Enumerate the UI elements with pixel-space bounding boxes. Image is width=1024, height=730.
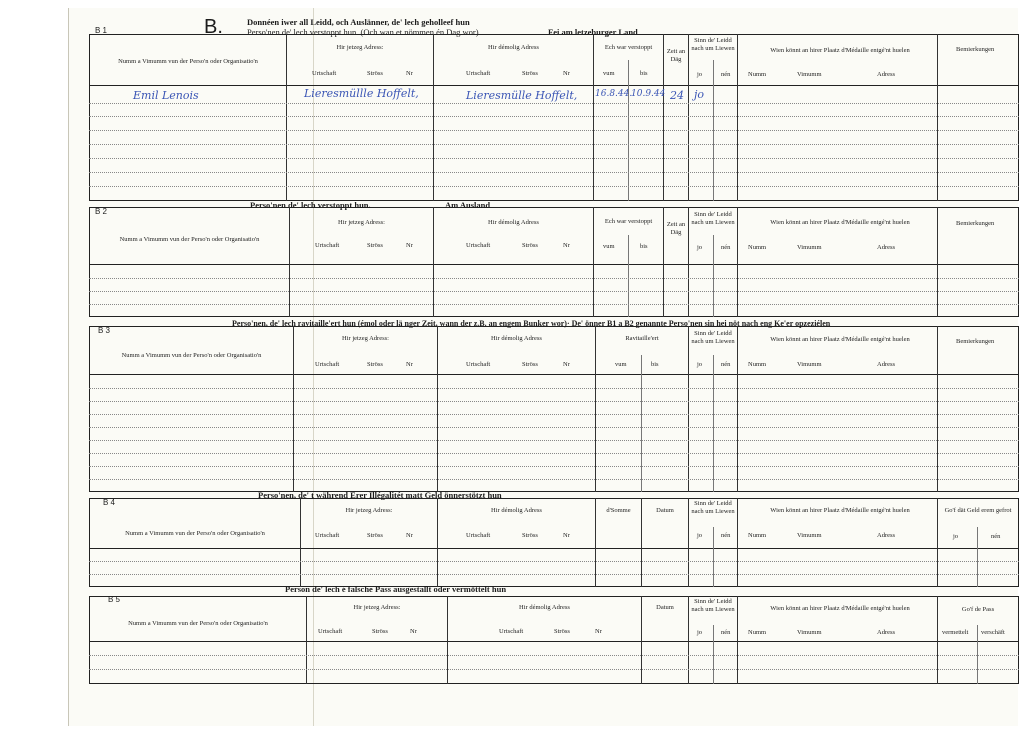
b3-row (89, 479, 1019, 480)
b4-row (89, 561, 1019, 562)
b3-to-header: bis (651, 361, 659, 368)
b3-former-header: Hir démolig Adress (491, 335, 542, 342)
b3-medal-header: Wien könnt an hirer Plaatz d'Médaille entgé'nt huelen (770, 336, 910, 343)
b5-locality-header: Urtschaft (318, 628, 343, 635)
b5-former-number-header: Nr (595, 628, 602, 635)
section-b3 (89, 326, 1019, 492)
b1-medal-address-header: Adress (877, 71, 896, 78)
header-line1: Donnéen iwer all Leidd, och Auslänner, de' lech geholleef hun (247, 17, 470, 27)
b1-entry-to: 10.9.44 (631, 89, 666, 99)
b1-medal-first-header: Vimumm (797, 71, 822, 78)
b1-current-header: Hir jetzeg Adress: (336, 44, 384, 51)
b4-subcol (977, 527, 978, 587)
b2-remarks-header: Bemierkungen (956, 220, 995, 227)
b1-former-street-header: Ströss (522, 70, 538, 77)
b4-former-number-header: Nr (563, 532, 570, 539)
b4-money-no-header: nén (991, 533, 1001, 540)
b3-col (688, 326, 689, 492)
b4-medal-name-header: Numm (748, 532, 767, 539)
b4-name-header: Numm a Vimumm vun der Perso'n oder Organisatio'n (125, 530, 265, 537)
b3-medal-address-header: Adress (877, 361, 896, 368)
b5-medal-first-header: Vimumm (797, 629, 822, 636)
b1-yes-header: jo (697, 71, 703, 78)
b1-former-locality-header: Urtschaft (466, 70, 491, 77)
b3-col (437, 326, 438, 492)
b3-street-header: Ströss (367, 361, 383, 368)
b2-name-header: Numm a Vimumm vun der Perso'n oder Organisatio'n (119, 236, 260, 243)
b1-row (89, 103, 1019, 104)
b2-row (89, 291, 1019, 292)
section-b1-label: B 1 (95, 26, 108, 35)
header-line2: Perso'nen de' lech verstoppt hun. (Och wan et nömmen én Dag wor) (247, 27, 479, 37)
b3-number-header: Nr (406, 361, 413, 368)
section-b2-label: B 2 (95, 207, 108, 216)
b5-row (89, 655, 1019, 656)
b5-alive-header: Sinn de' Leidd nach um Liewen (691, 598, 735, 613)
b4-former-street-header: Ströss (522, 532, 538, 539)
b4-street-header: Ströss (367, 532, 383, 539)
b2-yes-header: jo (697, 244, 703, 251)
b3-medal-name-header: Numm (748, 361, 767, 368)
b5-col (737, 596, 738, 684)
b4-money-yes-header: jo (953, 533, 959, 540)
b2-no-header: nén (721, 244, 731, 251)
b3-medal-first-header: Vimumm (797, 361, 822, 368)
b5-pass-no-header: verschäft (981, 629, 1005, 636)
b3-col (293, 326, 294, 492)
b1-row (89, 130, 1019, 131)
b2-number-header: Nr (406, 242, 413, 249)
section-b3-title: Perso'nen, de' lech ravitaille'ert hun (émol oder lä nger Zeit, wann der z.B. an engem Bunker wor)· De' önner B1 a B2 genannte Perso'nen sin hei nöt nach eng Ke'er opzeziélen (232, 319, 831, 328)
b5-yes-header: jo (697, 629, 703, 636)
b1-entry-alive: jo (694, 88, 705, 101)
b3-row (89, 453, 1019, 454)
b1-entry-name: Emil Lenois (133, 89, 199, 102)
b5-medal-address-header: Adress (877, 629, 896, 636)
b5-former-street-header: Ströss (554, 628, 570, 635)
b5-no-header: nén (721, 629, 731, 636)
b1-medal-header: Wien könnt an hirer Plaatz d'Médaille entgé'nt huelen (770, 47, 910, 54)
b1-header-rule (89, 85, 1019, 86)
b1-row (89, 158, 1019, 159)
b3-former-street-header: Ströss (522, 361, 538, 368)
b3-row (89, 466, 1019, 467)
b5-street-header: Ströss (372, 628, 388, 635)
b2-former-header: Hir démolig Adress (488, 219, 539, 226)
b2-former-locality-header: Urtschaft (466, 242, 491, 249)
b4-number-header: Nr (406, 532, 413, 539)
b3-row (89, 427, 1019, 428)
b1-col (937, 34, 938, 201)
b2-medal-address-header: Adress (877, 244, 896, 251)
b1-former-header: Hir démolig Adress (488, 44, 539, 51)
b2-col (737, 207, 738, 317)
b3-supplied-header: Ravitaille'ert (625, 335, 659, 342)
b2-medal-name-header: Numm (748, 244, 767, 251)
b3-no-header: nén (721, 361, 731, 368)
b3-name-header: Numm a Vimumm vun der Perso'n oder Organisatio'n (121, 352, 262, 359)
b3-remarks-header: Bemierkungen (956, 338, 995, 345)
b2-header-rule (89, 264, 1019, 265)
b4-sum-header: d'Somme (606, 507, 631, 514)
b1-former-number-header: Nr (563, 70, 570, 77)
b1-entry-days: 24 (670, 89, 684, 102)
section-b5-title: Person de' lech é falsche Pass ausgestallt oder vermöttelt hun (285, 584, 507, 594)
b1-number-header: Nr (406, 70, 413, 77)
b4-current-header: Hir jetzeg Adress: (345, 507, 393, 514)
b4-locality-header: Urtschaft (315, 532, 340, 539)
b2-from-header: vum (603, 243, 615, 250)
b3-col (737, 326, 738, 492)
b2-col (937, 207, 938, 317)
b1-locality-header: Urtschaft (312, 70, 337, 77)
b1-row (89, 144, 1019, 145)
b1-row (89, 172, 1019, 173)
b3-col (937, 326, 938, 492)
b4-former-locality-header: Urtschaft (466, 532, 491, 539)
b5-date-header: Datum (656, 604, 674, 611)
b4-date-header: Datum (656, 507, 674, 514)
b4-money-header: Go'f dät Geld erem gefrot (944, 507, 1012, 514)
section-b3-label: B 3 (98, 326, 111, 335)
section-b4-label: B 4 (103, 498, 116, 507)
b1-col (593, 34, 594, 201)
b5-col (937, 596, 938, 684)
b5-header-rule (89, 641, 1019, 642)
b1-medal-name-header: Numm (748, 71, 767, 78)
b4-medal-first-header: Vimumm (797, 532, 822, 539)
b1-col (688, 34, 689, 201)
b1-col (737, 34, 738, 201)
b2-row (89, 278, 1019, 279)
b4-former-header: Hir démolig Adress (491, 507, 542, 514)
b3-row (89, 414, 1019, 415)
b3-subcol (641, 355, 642, 492)
header-region: Fei am letzeburger Land (548, 27, 638, 37)
b5-row (89, 669, 1019, 670)
b5-pass-yes-header: vermettelt (942, 629, 969, 636)
b3-row (89, 440, 1019, 441)
b4-yes-header: jo (697, 532, 703, 539)
section-b2-title-right: Am Ausland (445, 200, 491, 210)
b3-alive-header: Sinn de' Leidd nach um Liewen (691, 330, 735, 345)
b1-row (89, 186, 1019, 187)
b4-alive-header: Sinn de' Leidd nach um Liewen (691, 500, 735, 515)
b1-remarks-header: Bemierkungen (956, 46, 995, 53)
b1-entry-current-locality: Lieresmüllle Hoffelt, (304, 87, 419, 100)
b5-former-locality-header: Urtschaft (499, 628, 524, 635)
b4-row (89, 574, 1019, 575)
b3-header-rule (89, 374, 1019, 375)
b2-current-header: Hir jetzeg Adress: (338, 219, 385, 226)
b2-alive-header: Sinn de' Leidd nach um Liewen (691, 211, 735, 226)
b4-no-header: nén (721, 532, 731, 539)
b2-medal-header: Wien könnt an hirer Plaatz d'Médaille entgé'nt huelen (770, 219, 910, 226)
b5-medal-header: Wien könnt an hirer Plaatz d'Médaille entgé'nt huelen (770, 605, 910, 612)
b3-yes-header: jo (697, 361, 703, 368)
b2-row (89, 304, 1019, 305)
b4-header-rule (89, 548, 1019, 549)
paper-edge (68, 8, 69, 726)
b1-to-header: bis (640, 70, 648, 77)
section-b5-label: B 5 (108, 595, 121, 604)
b5-former-header: Hir démolig Adress (519, 604, 570, 611)
b3-subcol (713, 355, 714, 492)
b5-current-header: Hir jetzeg Adress: (353, 604, 401, 611)
b1-alive-header: Sinn de' Leidd nach um Liewen (691, 37, 735, 52)
b3-row (89, 388, 1019, 389)
b1-no-header: nén (721, 71, 731, 78)
b3-current-header: Hir jetzeg Adress: (342, 335, 389, 342)
b3-locality-header: Urtschaft (315, 361, 340, 368)
b2-days-header: Zeit an Däg (666, 221, 686, 236)
b1-name-header: Numm a Vimumm vun der Perso'n oder Organisatio'n (118, 58, 258, 65)
section-b4-title: Perso'nen, de' t während Erer Illégalitét matt Geld önnerstötzt hun (258, 490, 502, 500)
b1-entry-from: 16.8.44. (595, 89, 633, 99)
b5-pass-header: Go'f de Pass (961, 606, 995, 613)
b2-former-street-header: Ströss (522, 242, 538, 249)
b2-street-header: Ströss (367, 242, 383, 249)
b5-number-header: Nr (410, 628, 417, 635)
b4-medal-address-header: Adress (877, 532, 896, 539)
b2-hidden-header: Ech war verstoppt (604, 218, 653, 225)
b1-entry-former-locality: Lieresmülle Hoffelt, (466, 89, 578, 102)
b3-former-locality-header: Urtschaft (466, 361, 491, 368)
b1-days-header: Zeit an Däg (666, 48, 686, 63)
form-letter: B. (204, 16, 223, 38)
b2-medal-first-header: Vimumm (797, 244, 822, 251)
b2-to-header: bis (640, 243, 648, 250)
b1-hidden-header: Ech war verstoppt (604, 44, 653, 51)
b5-name-header: Numm a Vimumm vun der Perso'n oder Organisatio'n (128, 620, 268, 627)
b3-row (89, 401, 1019, 402)
b1-col (286, 34, 287, 201)
b2-locality-header: Urtschaft (315, 242, 340, 249)
b1-row (89, 116, 1019, 117)
b2-former-number-header: Nr (563, 242, 570, 249)
b3-col (595, 326, 596, 492)
b1-col (433, 34, 434, 201)
b4-subcol (713, 527, 714, 587)
b5-medal-name-header: Numm (748, 629, 767, 636)
b3-from-header: vum (615, 361, 627, 368)
b4-medal-header: Wien könnt an hirer Plaatz d'Médaille entgé'nt huelen (770, 507, 910, 514)
b3-former-number-header: Nr (563, 361, 570, 368)
b1-from-header: vum (603, 70, 615, 77)
section-b2-title: Perso'nen de' lech verstoppt hun. (250, 200, 371, 210)
b1-street-header: Ströss (367, 70, 383, 77)
